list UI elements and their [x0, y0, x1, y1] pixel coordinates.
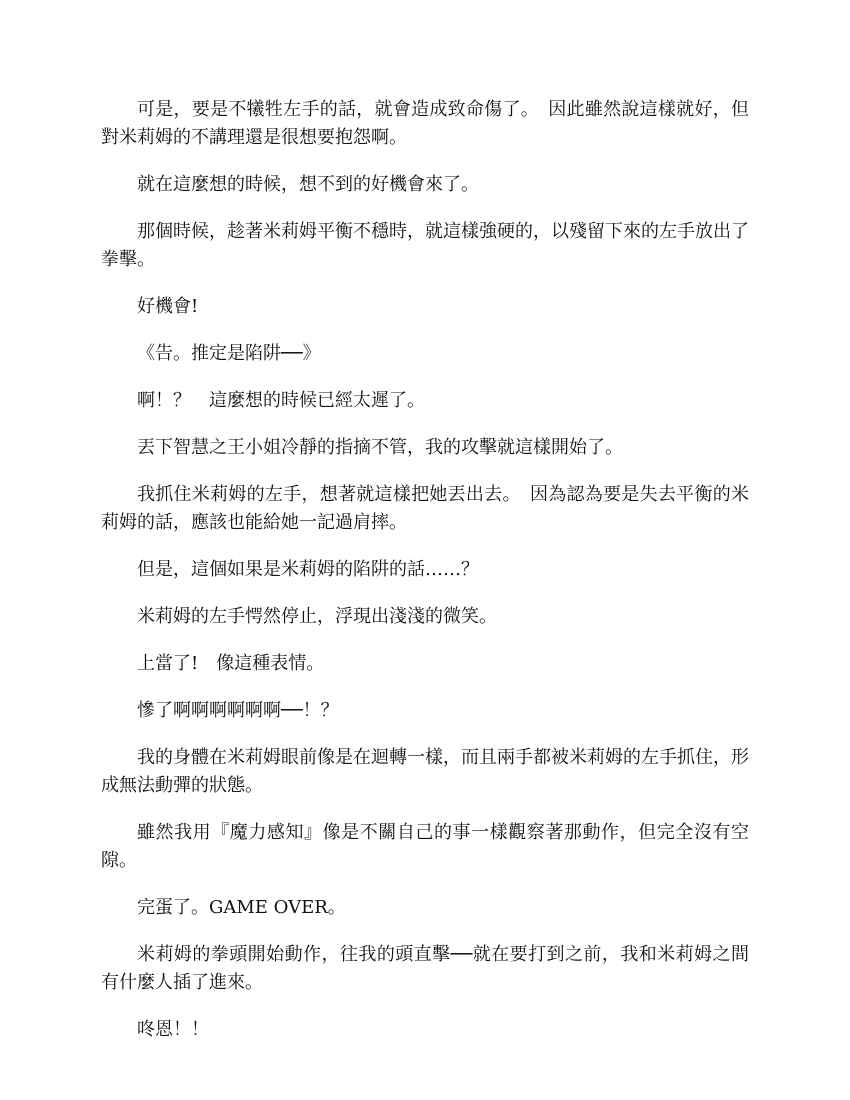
paragraph: 米莉姆的拳頭開始動作，往我的頭直擊──就在要打到之前，我和米莉姆之間有什麼人插了進來。	[101, 944, 749, 993]
paragraph: 完蛋了。GAME OVER。	[137, 897, 346, 918]
paragraph: 好機會!	[137, 296, 199, 317]
paragraph: 但是，這個如果是米莉姆的陷阱的話……？	[137, 559, 479, 580]
paragraph: 丟下智慧之王小姐冷靜的指摘不管，我的攻擊就這樣開始了。	[137, 437, 623, 458]
paragraph: 那個時候，趁著米莉姆平衡不穩時，就這樣強硬的，以殘留下來的左手放出了拳擊。	[101, 221, 749, 270]
paragraph: 上當了! 像這種表情。	[137, 653, 325, 674]
paragraph: 慘了啊啊啊啊啊啊──！？	[137, 700, 339, 721]
document-body	[101, 96, 749, 1063]
paragraph: 可是，要是不犧牲左手的話，就會造成致命傷了。 因此雖然說這樣就好，但對米莉姆的不講理還是很想要抱怨啊。	[101, 99, 749, 148]
paragraph: 咚恩！！	[137, 1019, 209, 1040]
paragraph: 雖然我用『魔力感知』像是不關自己的事一樣觀察著那動作，但完全沒有空隙。	[101, 822, 749, 871]
paragraph: 我抓住米莉姆的左手，想著就這樣把她丟出去。 因為認為要是失去平衡的米莉姆的話，應該也能給她一記過肩摔。	[101, 484, 749, 533]
paragraph: 《告。推定是陷阱──》	[137, 343, 321, 364]
paragraph: 我的身體在米莉姆眼前像是在迴轉一樣，而且兩手都被米莉姆的左手抓住，形成無法動彈的狀態。	[101, 747, 749, 796]
paragraph: 啊！？ 這麼想的時候已經太遲了。	[137, 390, 425, 411]
paragraph: 米莉姆的左手愕然停止，浮現出淺淺的微笑。	[137, 606, 497, 627]
paragraph: 就在這麼想的時候，想不到的好機會來了。	[137, 174, 479, 195]
